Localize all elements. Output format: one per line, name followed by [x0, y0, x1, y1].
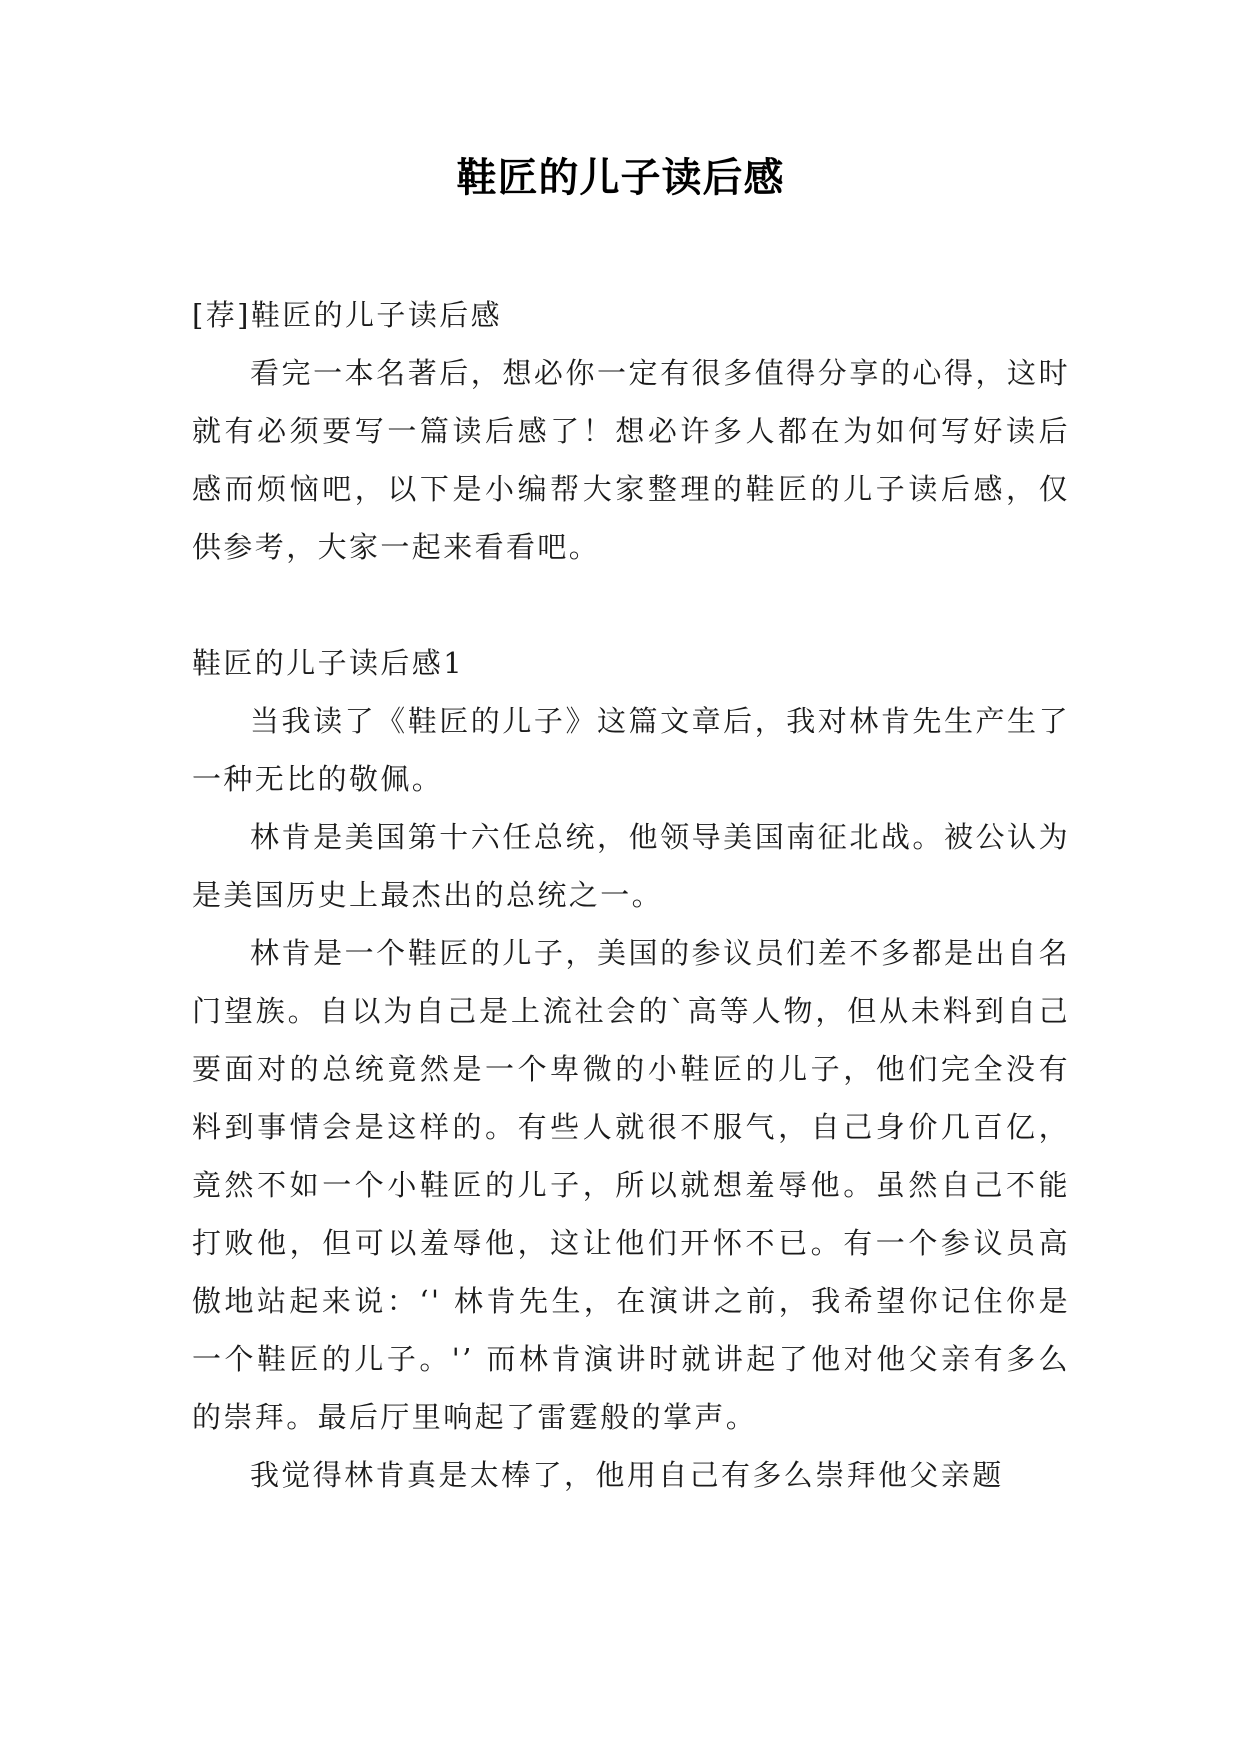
document-title: 鞋匠的儿子读后感	[456, 155, 785, 201]
intro-heading: [荐]鞋匠的儿子读后感	[192, 298, 503, 332]
body-paragraph: 我觉得林肯真是太棒了，他用自己有多么崇拜他父亲题	[250, 1458, 1004, 1492]
section-heading: 鞋匠的儿子读后感1	[192, 646, 465, 680]
intro-paragraph: 看完一本名著后，想必你一定有很多值得分享的心得，这时就有必须要写一篇读后感了！想必许多人都在为如何写好读后感而烦恼吧，以下是小编帮大家整理的鞋匠的儿子读后感，仅供参考，大家一起来看看吧。	[192, 356, 1070, 564]
paragraph-spacer	[192, 576, 1070, 634]
body-paragraph: 林肯是美国第十六任总统，他领导美国南征北战。被公认为是美国历史上最杰出的总统之一。	[192, 820, 1070, 912]
body-paragraph: 林肯是一个鞋匠的儿子，美国的参议员们差不多都是出自名门望族。自以为自己是上流社会的`高等人物，但从未料到自己要面对的总统竟然是一个卑微的小鞋匠的儿子，他们完全没有料到事情会是这样的。有些人就很不服气，自己身价几百亿，竟然不如一个小鞋匠的儿子，所以就想羞辱他。虽然自己不能打败他，但可以羞辱他，这让他们开怀不已。有一个参议员高傲地站起来说：‘' 林肯先生，在演讲之前，我希望你记住你是一个鞋匠的儿子。'’ 而林肯演讲时就讲起了他对他父亲有多么的崇拜。最后厅里响起了雷霆般的掌声。	[192, 936, 1070, 1434]
document-body	[192, 286, 1070, 1504]
body-paragraph: 当我读了《鞋匠的儿子》这篇文章后，我对林肯先生产生了一种无比的敬佩。	[192, 704, 1070, 796]
